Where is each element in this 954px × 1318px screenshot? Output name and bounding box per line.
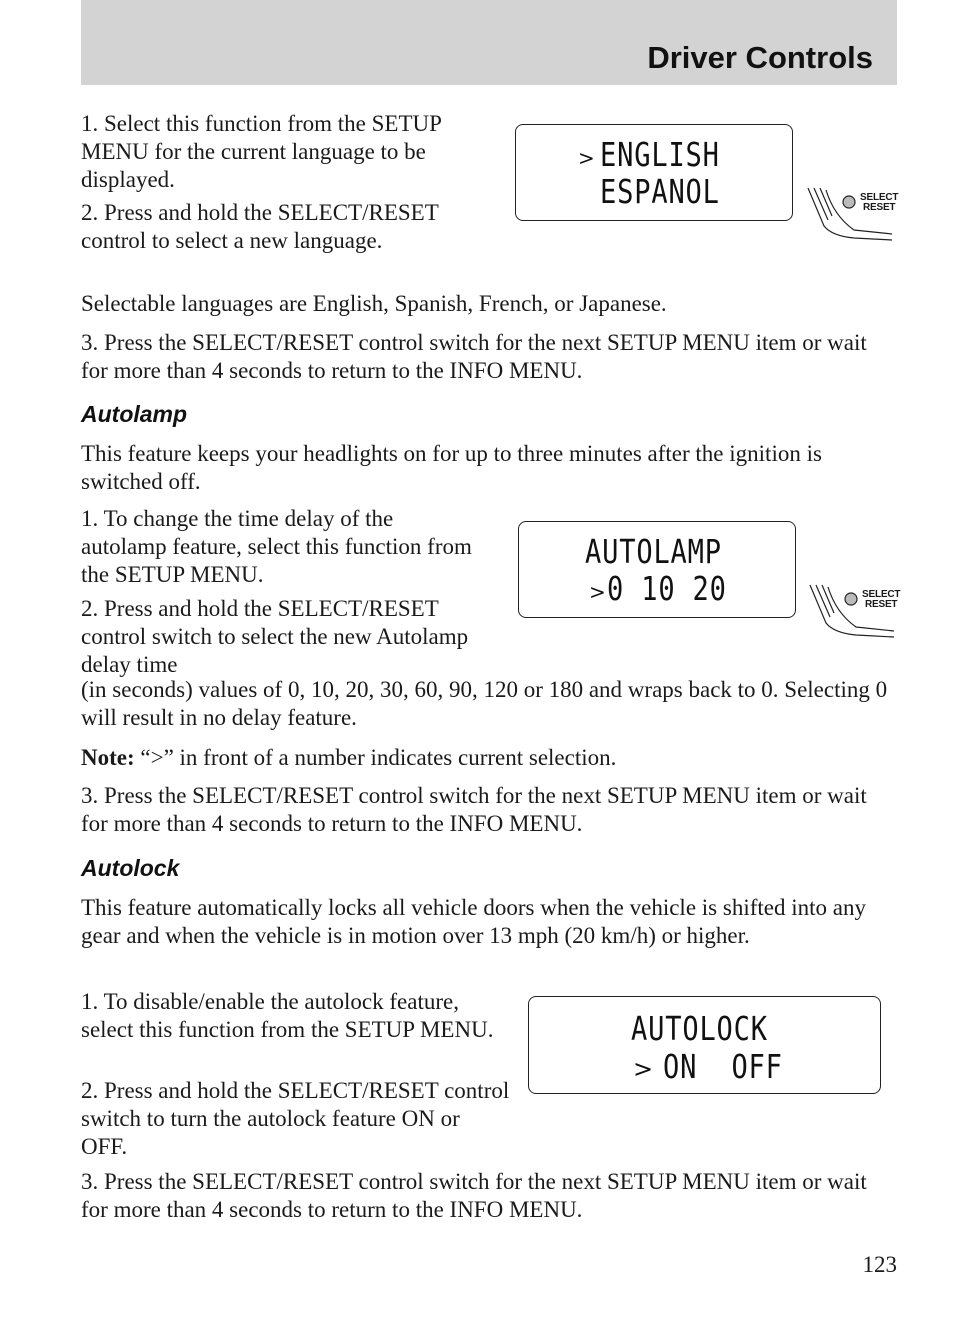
selection-caret: > (589, 580, 606, 604)
language-step-2: 2. Press and hold the SELECT/RESET control to select a new language. (81, 200, 439, 253)
autolamp-step-1: 1. To change the time delay of the autolamp feature, select this function from the SETUP MENU. (81, 506, 472, 587)
reset-label: RESET (865, 599, 898, 610)
autolamp-step-2: 2. Press and hold the SELECT/RESET control switch to select the new Autolamp delay time (81, 596, 469, 677)
autolock-heading: Autolock (81, 855, 180, 881)
autolamp-intro: This feature keeps your headlights on for up to three minutes after the ignition is switched off. (81, 441, 822, 494)
note-text: “>” in front of a number indicates current selection. (134, 745, 617, 770)
language-step-3: 3. Press the SELECT/RESET control switch for the next SETUP MENU item or wait for more than 4 seconds to return to the INFO MENU. (81, 330, 867, 383)
page-header (81, 0, 897, 85)
display-line-1: ENGLISH (600, 135, 720, 174)
select-reset-control (804, 186, 900, 244)
note-label: Note: (81, 745, 135, 770)
display-line-2: ESPANOL (600, 172, 720, 211)
display-line-1: AUTOLOCK (631, 1009, 768, 1048)
autolock-intro: This feature automatically locks all vehicle doors when the vehicle is shifted into any gear and when the vehicle is in motion over 13 mph (20 km/h) or higher. (81, 895, 866, 948)
selection-caret: > (578, 146, 595, 170)
language-step-1: 1. Select this function from the SETUP MENU for the current language to be displayed. (81, 111, 442, 192)
select-reset-label (860, 193, 898, 213)
autolamp-heading: Autolamp (81, 401, 188, 427)
reset-label: RESET (863, 202, 896, 213)
selection-caret: > (633, 1055, 654, 1083)
autolamp-step-2-cont: (in seconds) values of 0, 10, 20, 30, 60, 90, 120 or 180 and wraps back to 0. Selecting 0 will result in no delay feature. (81, 677, 888, 730)
autolock-step-1: 1. To disable/enable the autolock feature, select this function from the SETUP MENU. (81, 989, 494, 1042)
autolock-display (528, 996, 881, 1094)
select-label: SELECT (862, 589, 901, 600)
select-label: SELECT (860, 192, 899, 203)
autolamp-display (518, 521, 796, 618)
display-line-2: 0 10 20 (607, 569, 727, 608)
language-selectable: Selectable languages are English, Spanish, French, or Japanese. (81, 291, 667, 316)
autolamp-note (81, 744, 897, 772)
language-display (515, 124, 793, 221)
select-reset-control (806, 583, 902, 641)
display-line-2: ON OFF (663, 1047, 783, 1086)
autolock-step-3: 3. Press the SELECT/RESET control switch for the next SETUP MENU item or wait for more than 4 seconds to return to the INFO MENU. (81, 1169, 867, 1222)
autolock-step-2: 2. Press and hold the SELECT/RESET control switch to turn the autolock feature ON or OFF. (81, 1078, 510, 1159)
autolamp-step-3: 3. Press the SELECT/RESET control switch for the next SETUP MENU item or wait for more than 4 seconds to return to the INFO MENU. (81, 783, 867, 836)
page-title: Driver Controls (647, 40, 873, 75)
select-reset-label (862, 590, 900, 610)
page-number: 123 (862, 1252, 897, 1277)
display-line-1: AUTOLAMP (585, 532, 722, 571)
